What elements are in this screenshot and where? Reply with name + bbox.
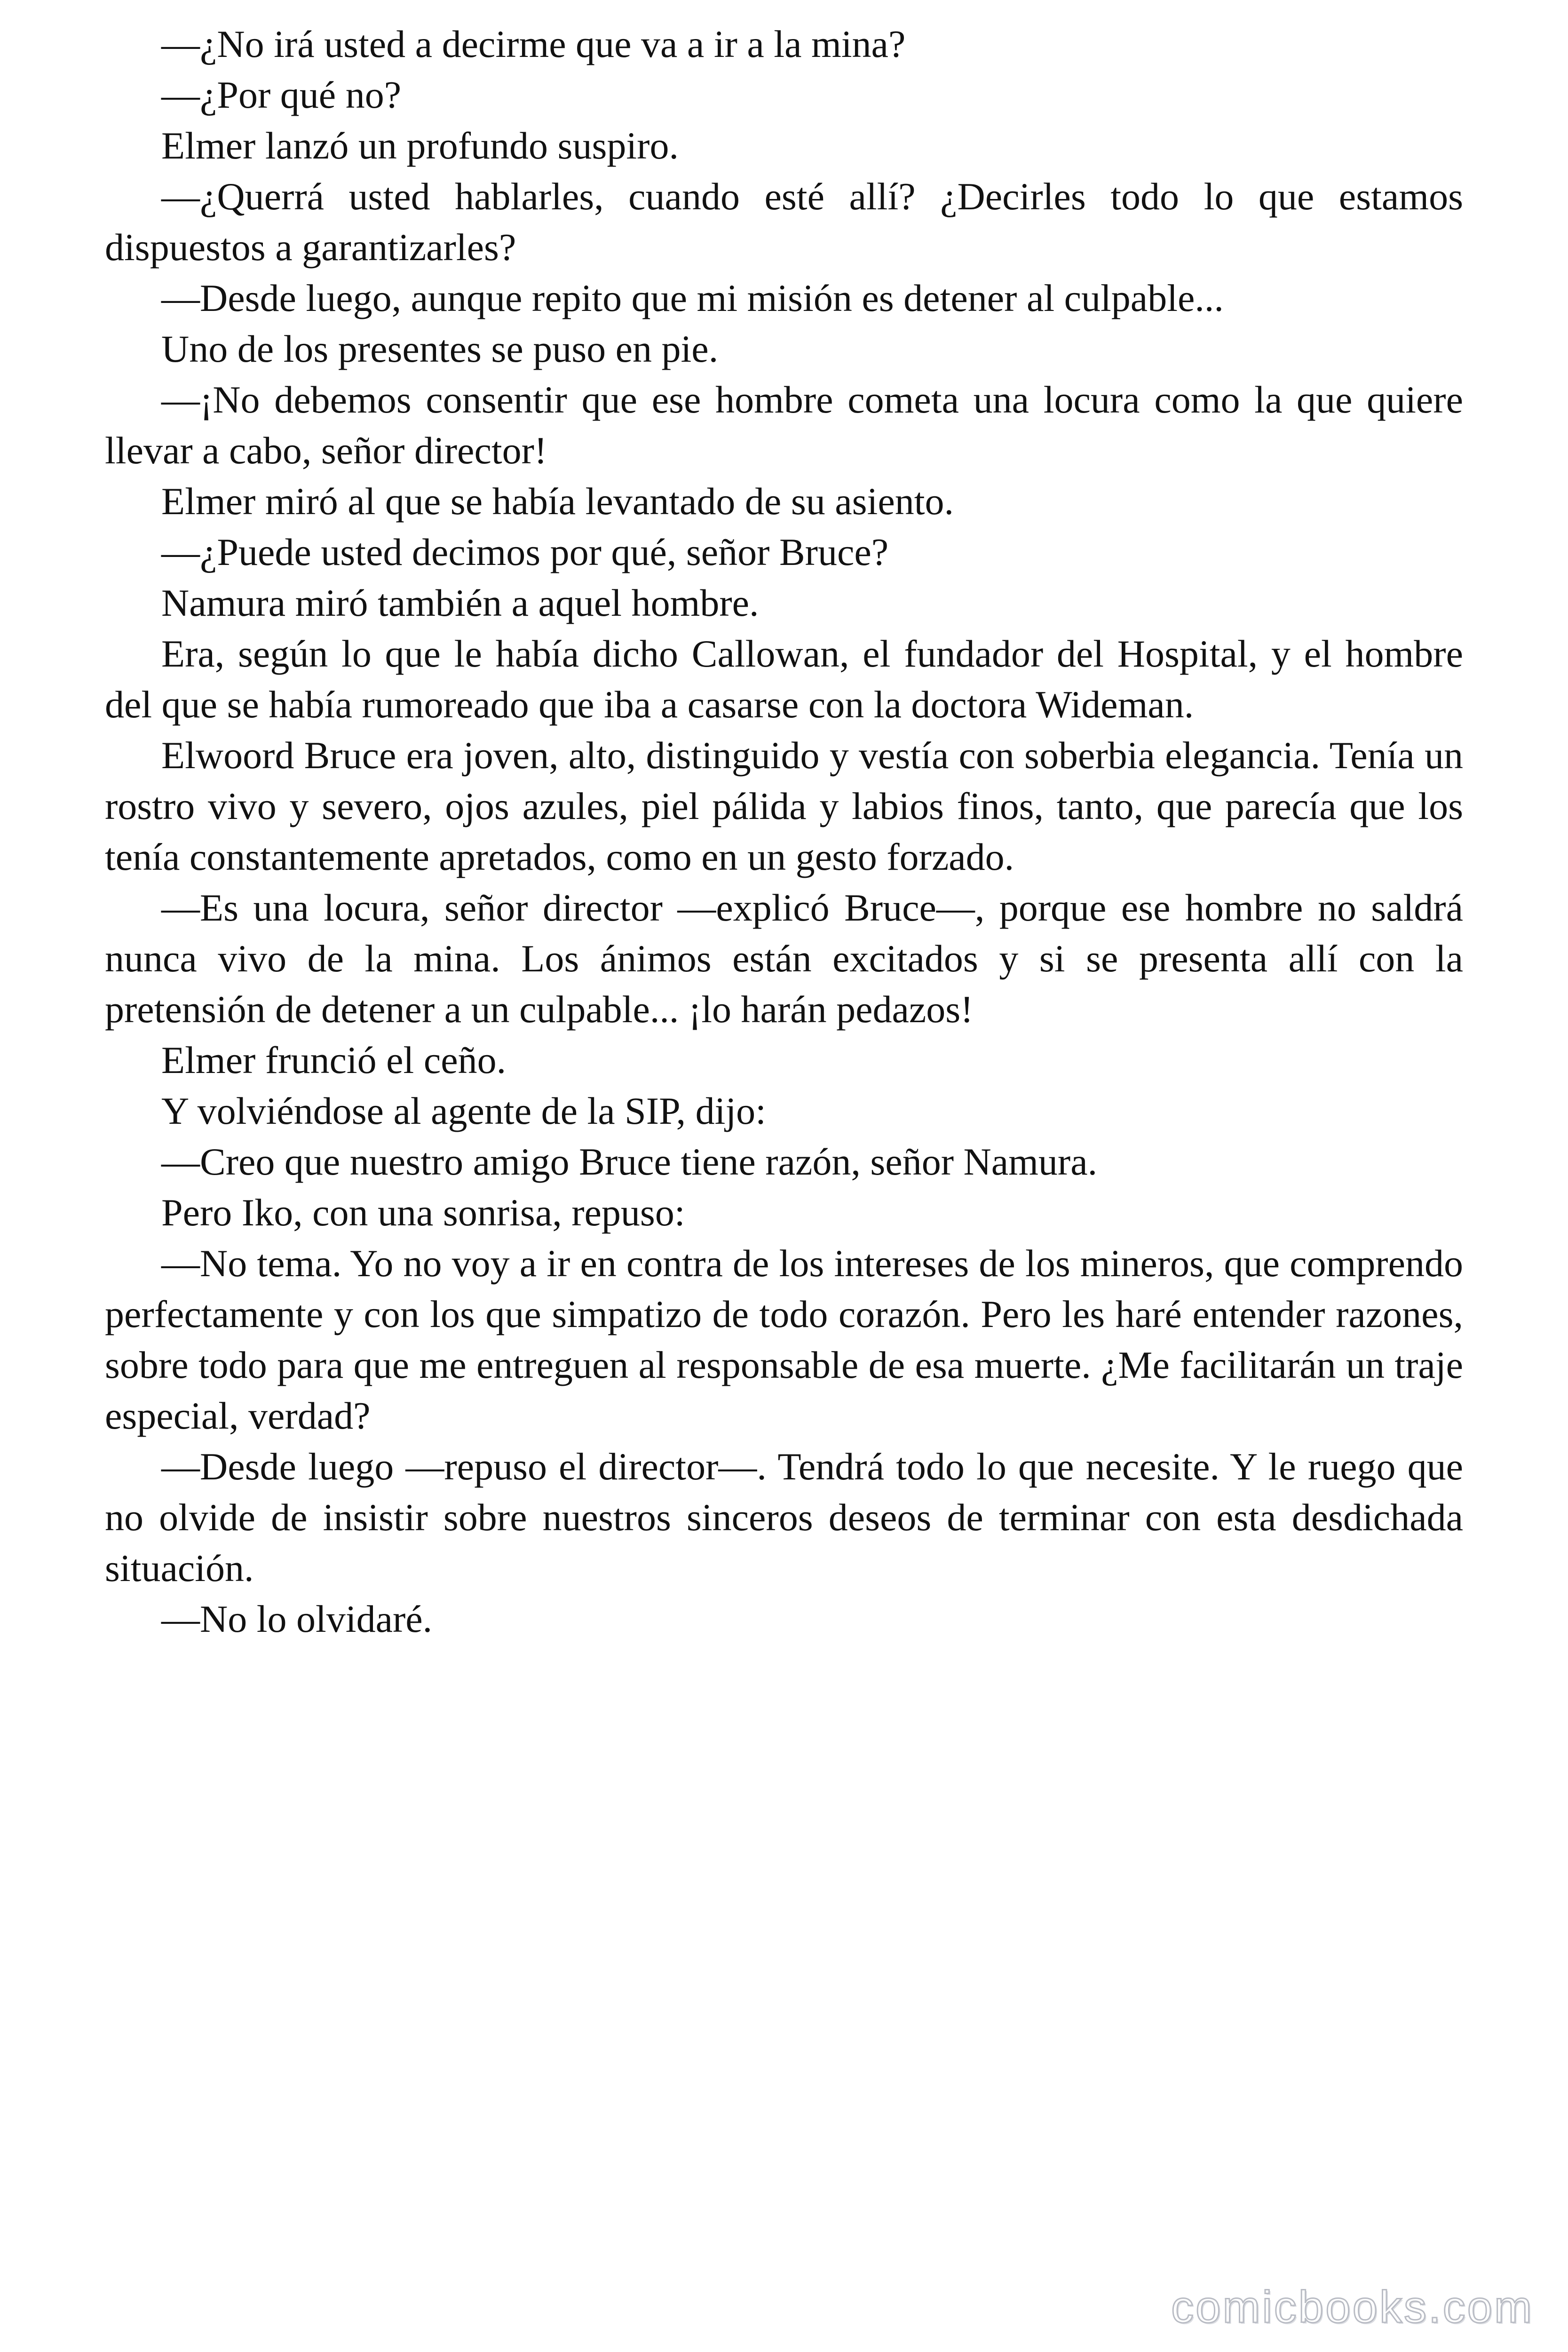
paragraph: —Desde luego —repuso el director—. Tendrá todo lo que necesite. Y le ruego que no olvide de insistir sobre nuestros sinceros deseos de terminar con esta desdichada situación. [105, 1445, 1463, 1589]
paragraph: —¿Querrá usted hablarles, cuando esté allí? ¿Decirles todo lo que estamos dispuestos a garantizarles? [105, 175, 1463, 269]
paragraph: Uno de los presentes se puso en pie. [161, 327, 719, 370]
paragraph: Namura miró también a aquel hombre. [161, 581, 759, 624]
paragraph: —Creo que nuestro amigo Bruce tiene razón, señor Namura. [161, 1140, 1098, 1183]
paragraph: Era, según lo que le había dicho Callowan, el fundador del Hospital, y el hombre del que se había rumoreado que iba a casarse con la doctora Wideman. [105, 632, 1463, 726]
paragraph: —¿Por qué no? [161, 73, 402, 116]
paragraph: —¿Puede usted decimos por qué, señor Bruce? [161, 531, 889, 573]
paragraph: —Es una locura, señor director —explicó Bruce—, porque ese hombre no saldrá nunca vivo de la mina. Los ánimos están excitados y si se presenta allí con la pretensión de detener a un culpable... ¡lo harán pedazos! [105, 886, 1463, 1031]
paragraph: Pero Iko, con una sonrisa, repuso: [161, 1191, 685, 1234]
paragraph: Elmer miró al que se había levantado de su asiento. [161, 480, 954, 523]
paragraph: —¡No debemos consentir que ese hombre cometa una locura como la que quiere llevar a cabo, señor director! [105, 378, 1463, 472]
paragraph: Y volviéndose al agente de la SIP, dijo: [161, 1089, 766, 1132]
paragraph: Elmer frunció el ceño. [161, 1039, 507, 1081]
watermark: comicbooks.com [1171, 2282, 1534, 2332]
paragraph: —No tema. Yo no voy a ir en contra de los intereses de los mineros, que comprendo perfectamente y con los que simpatizo de todo corazón. Pero les haré entender razones, sobre todo para que me entreguen al responsable de esa muerte. ¿Me facilitarán un traje especial, verdad? [105, 1242, 1463, 1437]
page-body [105, 19, 1463, 1645]
paragraph: Elmer lanzó un profundo suspiro. [161, 124, 679, 167]
paragraph: Elwoord Bruce era joven, alto, distinguido y vestía con soberbia elegancia. Tenía un rostro vivo y severo, ojos azules, piel pálida y labios finos, tanto, que parecía que los tenía constantemente apretados, como en un gesto forzado. [105, 734, 1463, 878]
paragraph: —¿No irá usted a decirme que va a ir a la mina? [161, 23, 906, 65]
paragraph: —No lo olvidaré. [161, 1597, 433, 1640]
paragraph: —Desde luego, aunque repito que mi misión es detener al culpable... [161, 277, 1224, 319]
